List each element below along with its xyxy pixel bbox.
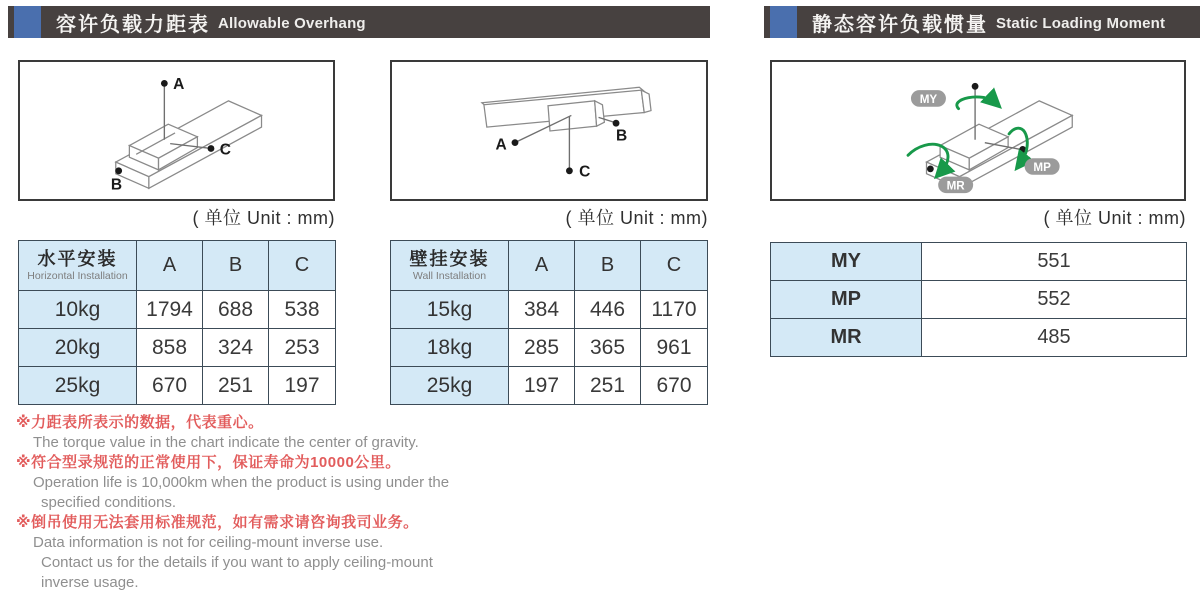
installation-type-en: Wall Installation bbox=[412, 270, 487, 282]
table-row bbox=[391, 291, 708, 329]
isometric-rail-moments-drawing bbox=[772, 62, 1184, 199]
column-header-c: C bbox=[641, 241, 708, 291]
moment-value-cell: 551 bbox=[922, 243, 1187, 281]
label-c: C bbox=[219, 141, 231, 159]
column-header-a: A bbox=[137, 241, 203, 291]
section-header-static-loading-moment bbox=[764, 6, 1200, 38]
note-cn: ※力距表所表示的数据，代表重心。 bbox=[16, 414, 264, 431]
static-moment-table bbox=[770, 242, 1187, 357]
horizontal-installation-diagram bbox=[18, 60, 335, 201]
my-axis-dot bbox=[972, 83, 979, 90]
isometric-rail-drawing bbox=[20, 62, 333, 199]
installation-type-header bbox=[19, 241, 137, 291]
isometric-rail-drawing bbox=[392, 62, 706, 199]
load-cell: 25kg bbox=[391, 367, 509, 405]
label-c: C bbox=[579, 163, 591, 181]
table-row bbox=[19, 329, 336, 367]
value-cell: 285 bbox=[509, 329, 575, 367]
value-cell: 858 bbox=[137, 329, 203, 367]
section-title-en: Allowable Overhang bbox=[218, 15, 366, 32]
table-header-row bbox=[391, 241, 708, 291]
installation-type-cn: 壁挂安装 bbox=[409, 249, 490, 269]
value-cell: 961 bbox=[641, 329, 708, 367]
unit-caption: ( 单位 Unit : mm) bbox=[1043, 208, 1186, 228]
table-row bbox=[771, 319, 1187, 357]
note-en: Operation life is 10,000km when the product is using under the bbox=[33, 474, 450, 491]
column-header-a: A bbox=[509, 241, 575, 291]
value-cell: 1170 bbox=[641, 291, 708, 329]
header-accent-square-icon bbox=[14, 6, 41, 38]
wall-installation-table bbox=[390, 240, 708, 405]
value-cell: 538 bbox=[269, 291, 336, 329]
header-accent-square-icon bbox=[770, 6, 797, 38]
table-row bbox=[19, 291, 336, 329]
note-en: Data information is not for ceiling-mount inverse use. bbox=[33, 534, 384, 551]
label-a: A bbox=[495, 136, 507, 154]
value-cell: 670 bbox=[641, 367, 708, 405]
note-en: specified conditions. bbox=[41, 494, 177, 511]
mr-axis-dot bbox=[927, 165, 934, 172]
load-cell: 15kg bbox=[391, 291, 509, 329]
table-row bbox=[19, 367, 336, 405]
section-title-cn: 容许负载力距表 bbox=[56, 13, 210, 36]
moment-label-cell: MP bbox=[771, 281, 922, 319]
mr-badge-label: MR bbox=[946, 179, 965, 193]
installation-type-en: Horizontal Installation bbox=[27, 270, 128, 282]
value-cell: 253 bbox=[269, 329, 336, 367]
my-badge-label: MY bbox=[919, 92, 938, 106]
note-cn: ※符合型录规范的正常使用下，保证寿命为10000公里。 bbox=[16, 454, 401, 471]
unit-caption: ( 单位 Unit : mm) bbox=[565, 208, 708, 228]
point-c-dot bbox=[208, 145, 215, 152]
load-cell: 25kg bbox=[19, 367, 137, 405]
note-cn: ※倒吊使用无法套用标准规范，如有需求请咨询我司业务。 bbox=[16, 514, 419, 531]
label-b: B bbox=[616, 127, 628, 145]
footnotes bbox=[16, 413, 449, 593]
section-title-en: Static Loading Moment bbox=[996, 15, 1166, 32]
table-row bbox=[771, 281, 1187, 319]
table-header-row bbox=[19, 241, 336, 291]
value-cell: 446 bbox=[575, 291, 641, 329]
point-a-dot bbox=[512, 139, 519, 146]
load-cell: 18kg bbox=[391, 329, 509, 367]
column-header-b: B bbox=[203, 241, 269, 291]
moment-label-cell: MY bbox=[771, 243, 922, 281]
label-a: A bbox=[173, 76, 185, 94]
value-cell: 670 bbox=[137, 367, 203, 405]
load-cell: 20kg bbox=[19, 329, 137, 367]
table-row bbox=[391, 367, 708, 405]
horizontal-installation-table bbox=[18, 240, 336, 405]
point-b-dot bbox=[613, 120, 620, 127]
column-header-b: B bbox=[575, 241, 641, 291]
point-a-dot bbox=[161, 80, 168, 87]
wall-installation-diagram bbox=[390, 60, 708, 201]
value-cell: 251 bbox=[203, 367, 269, 405]
static-moment-diagram bbox=[770, 60, 1186, 201]
moment-value-cell: 552 bbox=[922, 281, 1187, 319]
load-cell: 10kg bbox=[19, 291, 137, 329]
moment-value-cell: 485 bbox=[922, 319, 1187, 357]
table-row bbox=[771, 243, 1187, 281]
table-row bbox=[391, 329, 708, 367]
unit-caption: ( 单位 Unit : mm) bbox=[192, 208, 335, 228]
value-cell: 1794 bbox=[137, 291, 203, 329]
value-cell: 197 bbox=[269, 367, 336, 405]
label-b: B bbox=[110, 176, 123, 194]
installation-type-header bbox=[391, 241, 509, 291]
value-cell: 688 bbox=[203, 291, 269, 329]
note-en: The torque value in the chart indicate the center of gravity. bbox=[33, 434, 419, 451]
note-en: Contact us for the details if you want to apply ceiling-mount bbox=[41, 554, 433, 571]
value-cell: 197 bbox=[509, 367, 575, 405]
column-header-c: C bbox=[269, 241, 336, 291]
value-cell: 384 bbox=[509, 291, 575, 329]
section-title-cn: 静态容许负载惯量 bbox=[812, 13, 988, 36]
value-cell: 324 bbox=[203, 329, 269, 367]
moment-label-cell: MR bbox=[771, 319, 922, 357]
mp-badge-label: MP bbox=[1033, 160, 1051, 174]
value-cell: 251 bbox=[575, 367, 641, 405]
note-en: inverse usage. bbox=[41, 574, 139, 591]
installation-type-cn: 水平安装 bbox=[37, 249, 118, 269]
point-b-dot bbox=[115, 167, 122, 174]
value-cell: 365 bbox=[575, 329, 641, 367]
point-c-dot bbox=[566, 167, 573, 174]
section-header-allowable-overhang bbox=[8, 6, 710, 38]
